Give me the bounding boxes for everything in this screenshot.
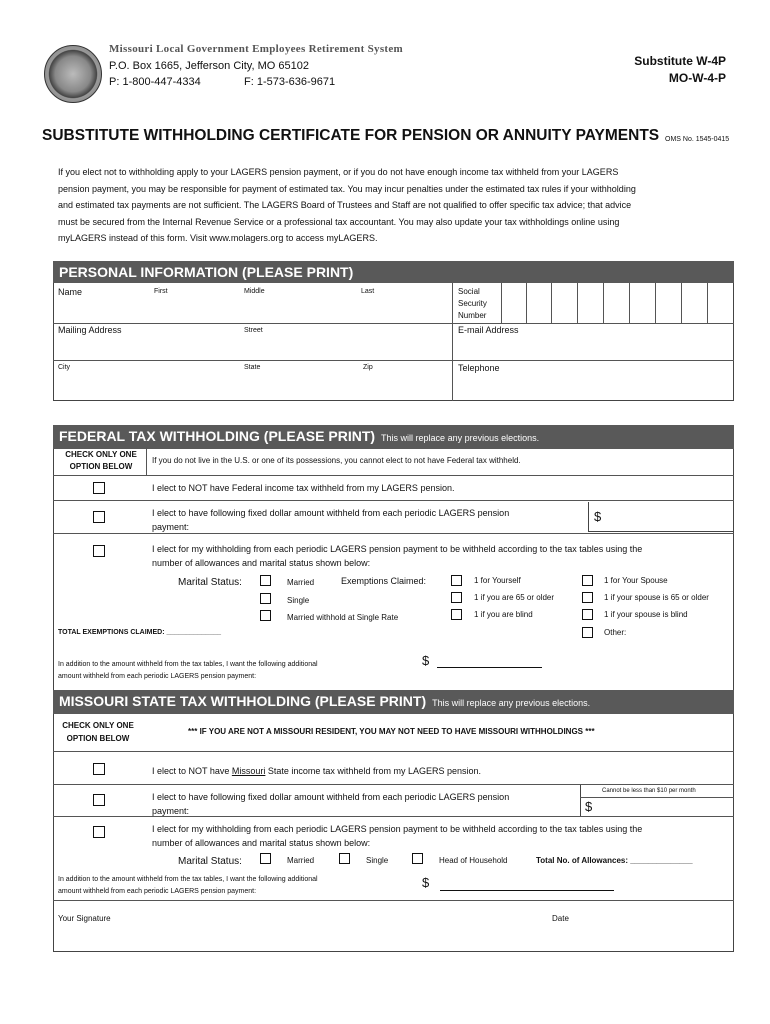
missouri-check-only: CHECK ONLY ONE OPTION BELOW: [62, 721, 134, 743]
missouri-additional-label: In addition to the amount withheld from the tax tables, I want the following additional amount withheld from each periodic LAGERS pension payment:: [58, 876, 318, 895]
ex-yourself-checkbox[interactable]: [451, 575, 462, 586]
federal-opt-tables-checkbox[interactable]: [93, 545, 105, 557]
missouri-opt-no-withhold-checkbox[interactable]: [93, 763, 105, 775]
missouri-opt-fixed-label: I elect to have following fixed dollar amount withheld from each periodic LAGERS pension payment:: [152, 792, 510, 816]
missouri-opt-tables-label: I elect for my withholding from each periodic LAGERS pension payment to be withheld according to the tax tables using the number of allowances and marital status shown below:: [152, 824, 643, 848]
missouri-married-label: Married: [287, 856, 315, 865]
missouri-hoh-checkbox[interactable]: [412, 853, 423, 864]
ssn-field[interactable]: [501, 283, 734, 323]
federal-opt-no-withhold-label: I elect to NOT have Federal income tax withheld from my LAGERS pension.: [152, 483, 455, 493]
missouri-additional-dollar: $: [422, 875, 430, 890]
ssn-label: Social Security Number: [458, 287, 487, 320]
ex-65-checkbox[interactable]: [451, 592, 462, 603]
missouri-single-checkbox[interactable]: [339, 853, 350, 864]
city-label: City: [58, 364, 71, 371]
ex-65-label: 1 if you are 65 or older: [474, 593, 555, 602]
missouri-opt-no-withhold-label: I elect to NOT have Missouri State income tax withheld from my LAGERS pension.: [152, 766, 481, 776]
signature-field[interactable]: [54, 901, 534, 951]
email-label: E-mail Address: [458, 325, 519, 335]
federal-married-single-rate-checkbox[interactable]: [260, 610, 271, 621]
telephone-label: Telephone: [458, 363, 500, 373]
ex-spouse-blind-checkbox[interactable]: [582, 609, 593, 620]
form-id-w4p: Substitute W-4P: [634, 54, 726, 68]
missouri-resident-note: *** IF YOU ARE NOT A MISSOURI RESIDENT, YOU MAY NOT NEED TO HAVE MISSOURI WITHHOLDINGS ***: [188, 727, 595, 736]
ex-spouse-blind-label: 1 if your spouse is blind: [604, 610, 688, 619]
federal-exemptions-label: Exemptions Claimed:: [341, 576, 427, 586]
ex-spouse-label: 1 for Your Spouse: [604, 576, 668, 585]
federal-additional-label: In addition to the amount withheld from the tax tables, I want the following additional amount withheld from each periodic LAGERS pension payment:: [58, 661, 318, 680]
missouri-min-note: Cannot be less than $10 per month: [602, 788, 696, 794]
email-field[interactable]: [453, 324, 734, 360]
signature-label: Your Signature: [58, 914, 111, 923]
mailing-field[interactable]: [53, 324, 452, 360]
personal-heading: PERSONAL INFORMATION (PLEASE PRINT): [53, 261, 734, 283]
federal-additional-field[interactable]: [437, 654, 542, 668]
federal-nonus-note: If you do not live in the U.S. or one of its possessions, you cannot elect to not have Federal tax withheld.: [152, 456, 521, 465]
page-title: SUBSTITUTE WITHHOLDING CERTIFICATE FOR PENSION OR ANNUITY PAYMENTS: [42, 127, 660, 144]
last-label: Last: [361, 288, 375, 295]
form-id-mo: MO-W-4-P: [668, 71, 726, 85]
missouri-additional-field[interactable]: [440, 878, 614, 891]
ex-spouse-65-label: 1 if your spouse is 65 or older: [604, 593, 709, 602]
ex-yourself-label: 1 for Yourself: [474, 576, 521, 585]
missouri-opt-fixed-checkbox[interactable]: [93, 794, 105, 806]
name-field[interactable]: [53, 283, 452, 323]
federal-opt-fixed-checkbox[interactable]: [93, 511, 105, 523]
ex-spouse-checkbox[interactable]: [582, 575, 593, 586]
ex-spouse-65-checkbox[interactable]: [582, 592, 593, 603]
missouri-married-checkbox[interactable]: [260, 853, 271, 864]
first-label: First: [154, 288, 168, 295]
logo-seal-icon: [44, 45, 102, 103]
missouri-heading: MISSOURI STATE TAX WITHHOLDING (PLEASE PRINT) This will replace any previous elections.: [53, 690, 734, 714]
org-fax: F: 1-573-636-9671: [244, 76, 336, 88]
date-field[interactable]: [548, 901, 733, 951]
ex-other-checkbox[interactable]: [582, 627, 593, 638]
org-address: P.O. Box 1665, Jefferson City, MO 65102: [109, 60, 309, 72]
omb-number: OMS No. 1545-0415: [665, 136, 730, 143]
federal-check-only: CHECK ONLY ONE OPTION BELOW: [65, 450, 137, 471]
org-name: Missouri Local Government Employees Retirement System: [109, 43, 404, 55]
federal-single-label: Single: [287, 596, 310, 605]
mailing-label: Mailing Address: [58, 325, 122, 335]
date-label: Date: [552, 914, 569, 923]
missouri-hoh-label: Head of Household: [439, 856, 508, 865]
street-label: Street: [244, 327, 263, 334]
city-state-zip-field[interactable]: [53, 361, 452, 401]
federal-heading: FEDERAL TAX WITHHOLDING (PLEASE PRINT) This will replace any previous elections.: [53, 425, 734, 449]
federal-married-label: Married: [287, 578, 315, 587]
federal-fixed-amount-field[interactable]: [588, 502, 734, 532]
state-label: State: [244, 364, 261, 371]
intro-text: If you elect not to withholding apply to your LAGERS pension payment, or if you do not have enough income tax withheld from your LAGERS pension payment, you may be responsible for payment of estimated tax. You may incur penalties under the estimated tax rules if your withholding and estimated tax payments are not sufficient. The LAGERS Board of Trustees and Staff are not qualified to offer specific tax advice; that advice must be secured from the Internal Revenue Service or a professional tax accountant. You may also update your tax withholdings online using myLAGERS instead of this form. Visit www.molagers.org to access myLAGERS.: [58, 167, 636, 243]
federal-single-checkbox[interactable]: [260, 593, 271, 604]
federal-dollar-sign: $: [594, 509, 602, 524]
federal-opt-fixed-label: I elect to have following fixed dollar amount withheld from each periodic LAGERS pension payment:: [152, 508, 510, 532]
federal-marital-label: Marital Status:: [178, 577, 242, 588]
federal-additional-dollar: $: [422, 653, 430, 668]
missouri-allowances: Total No. of Allowances: ______________: [536, 856, 693, 865]
name-label: Name: [58, 287, 83, 297]
ex-blind-label: 1 if you are blind: [474, 610, 533, 619]
federal-opt-tables-label: I elect for my withholding from each periodic LAGERS pension payment to be withheld according to the tax tables using the number of allowances and marital status shown below:: [152, 544, 643, 568]
missouri-opt-tables-checkbox[interactable]: [93, 826, 105, 838]
federal-married-single-rate-label: Married withhold at Single Rate: [287, 613, 399, 622]
ex-other-label: Other:: [604, 628, 627, 637]
federal-opt-no-withhold-checkbox[interactable]: [93, 482, 105, 494]
federal-married-checkbox[interactable]: [260, 575, 271, 586]
ex-blind-checkbox[interactable]: [451, 609, 462, 620]
middle-label: Middle: [244, 288, 265, 295]
missouri-marital-label: Marital Status:: [178, 856, 242, 867]
org-phone: P: 1-800-447-4334: [109, 76, 201, 88]
federal-total-exemptions: TOTAL EXEMPTIONS CLAIMED: ______________: [58, 629, 222, 636]
missouri-dollar-sign: $: [585, 799, 593, 814]
zip-label: Zip: [363, 364, 373, 371]
missouri-single-label: Single: [366, 856, 389, 865]
telephone-field[interactable]: [453, 361, 734, 401]
